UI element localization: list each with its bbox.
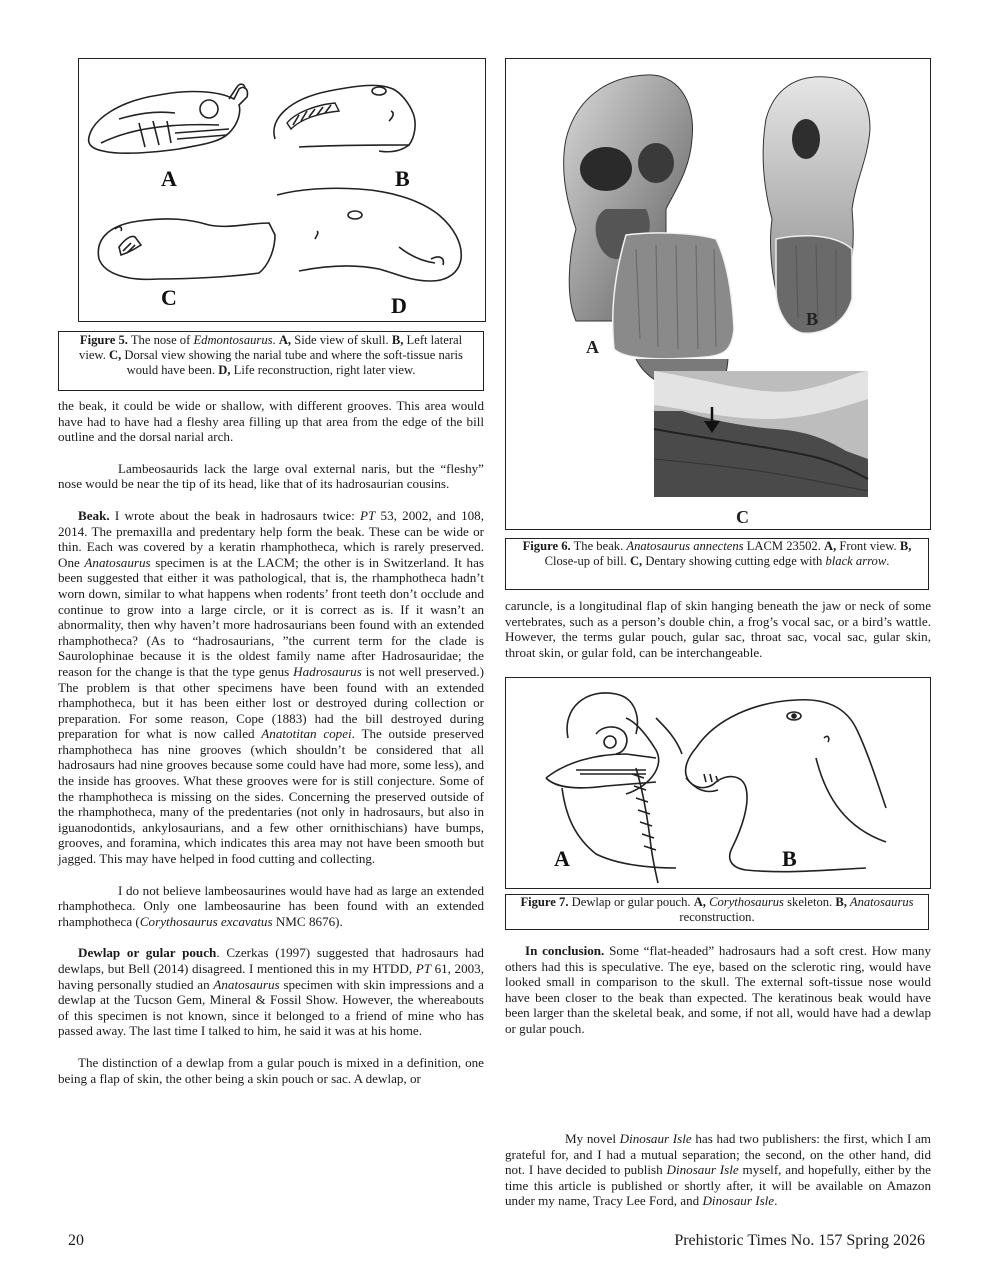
paragraph-novel (505, 1131, 931, 1209)
left-column-text (58, 398, 484, 1086)
fig5-life-reconstruction (277, 188, 461, 281)
fig5-label-c: C (161, 285, 177, 310)
dewlap-drawings (506, 678, 930, 888)
paragraph-beak (58, 508, 484, 867)
caption-taxon: Corythosaurus (705, 895, 784, 909)
caption-text: The nose of (127, 333, 194, 347)
caption-taxon: Anatosaurus annectens (626, 539, 744, 553)
text: has had two publishers: the first, which I am grateful for, and I had a mutual separation; the second, on the other hand, did not. I have decided to publish (505, 1131, 931, 1178)
figure-7-label: Figure 7. (520, 895, 569, 909)
caption-text: LACM 23502. (743, 539, 825, 553)
caption-text: Dewlap or gular pouch. (568, 895, 694, 909)
caption-text: Life reconstruction, right later view. (230, 363, 416, 377)
figure-5-label: Figure 5. (79, 333, 128, 347)
caption-text: Left lateral view. (79, 333, 463, 362)
caption-text: black arrow (825, 554, 887, 568)
fig6-label-a: A (586, 337, 599, 357)
caption-key: B, (899, 539, 912, 553)
text: PT (415, 961, 431, 976)
text: myself, and hopefully, either by the time this article is published or shortly after, it will be available on Amazon under my name, Tracy Lee Ford, and (505, 1162, 931, 1209)
text: I do not believe lambeosaurines would have had as large an extended rhamphotheca. Only one lambeosaurine has been found with an extended rhamphotheca ( (58, 882, 484, 929)
caption-key: B, (835, 895, 847, 909)
text: Dinosaur Isle (666, 1162, 739, 1178)
figure-7-image (505, 677, 931, 889)
text: Some “flat-headed” hadrosaurs had a soft crest. How many others had this is speculative. The eye, based on the sclerotic ring, would have looked small in comparison to the skull. The external soft-tissue nose would have been closer to the beak than expected. The keratinous beak would have been larger than the skeletal beak, and some, if not all, would have had a dewlap or gular pouch. (505, 943, 932, 1036)
fig7-label-b: B (782, 846, 797, 871)
page-number: 20 (68, 1232, 84, 1249)
fig6-close-up-bill (763, 77, 870, 333)
caption-key: A, (278, 333, 292, 347)
figure-5-image (78, 58, 486, 322)
caption-text: Front view. (836, 539, 900, 553)
right-column-text-upper (505, 598, 931, 660)
text: Anatosaurus (213, 976, 280, 992)
caption-text: reconstruction. (679, 910, 755, 924)
text: Anatosaurus (84, 554, 151, 570)
fig6-dentary (654, 371, 868, 497)
text: . The outside preserved rhamphotheca has nine grooves (which shouldn’t be considered that all hadrosaurs had nine grooves because some could have had more, some less), and the inside has grooves. What these grooves were for is still conjecture. Some of the rhamphotheca is missing on the sides. Concerning the preserved outside of the rhamphotheca, many of the predentaries (not only in hadrosaurs, but also in iguanodontids, ankylosaurians, and a few other ornithischians) have bumps, grooves, and foramina, which indicates this area may not have been smooth but jagged. This may have helped in food cutting and collecting. (58, 726, 484, 867)
caption-key: A, (693, 895, 706, 909)
caption-taxon: Anatosaurus (846, 895, 914, 909)
anatosaurus-beak-photos (506, 59, 930, 529)
fig6-label-b: B (806, 309, 819, 329)
fig5-dorsal-view (98, 219, 275, 279)
caption-text: . (272, 333, 279, 347)
publication-footer: Prehistoric Times No. 157 Spring 2026 (674, 1232, 925, 1249)
caption-text: The beak. (570, 539, 627, 553)
paragraph-lambeosaurids: Lambeosaurids lack the large oval external naris, but the “fleshy” nose would be near the tip of its head, like that of its hadrosaurian cousins. (58, 460, 484, 492)
right-column-conclusion (505, 943, 931, 1037)
fig5-label-a: A (161, 166, 177, 191)
text: Dinosaur Isle (619, 1131, 692, 1146)
text: My novel (565, 1131, 620, 1146)
caption-text: skeleton. (783, 895, 836, 909)
caption-text: Side view of skull. (291, 333, 392, 347)
edmontosaurus-nose-drawings (79, 59, 485, 321)
figure-5-caption (58, 331, 484, 391)
paragraph-caruncle: caruncle, is a longitudinal flap of skin hanging beneath the jaw or neck of some vertebrates, such as a person’s double chin, a frog’s vocal sac, or a bird’s wattle. However, the terms gular pouch, gular sac, throat sac, vocal sac, gular skin, throat skin, or gular fold, can be interchangeable. (505, 598, 931, 660)
text: I wrote about the beak in hadrosaurs twice: (109, 507, 360, 523)
caption-key: B, (391, 333, 404, 347)
section-heading-dewlap: Dewlap or gular pouch (78, 945, 217, 961)
text: specimen with skin impressions and a dewlap at the Tucson Gem, Mineral & Fossil Show. However, the whereabouts of this specimen is not known, since it belonged to a friend of mine who has passed away. The last time I talked to him, he said it was at his home. (58, 976, 484, 1039)
caption-key: A, (824, 539, 837, 553)
text: Corythosaurus excavatus (139, 913, 273, 929)
fig5-left-lateral-view (274, 85, 415, 151)
caption-text: . (886, 554, 890, 568)
section-heading-beak: Beak. (78, 507, 110, 523)
text: NMC 8676). (272, 913, 343, 929)
caption-text: Dentary showing cutting edge with (642, 554, 826, 568)
caption-key: D, (218, 363, 231, 377)
fig5-label-b: B (395, 166, 410, 191)
figure-7-caption (505, 894, 929, 930)
right-column-novel (505, 1131, 931, 1209)
paragraph-lambeosaurines (58, 883, 484, 930)
caption-taxon: Edmontosaurus (193, 333, 273, 347)
text: Hadrosaurus (293, 663, 362, 679)
paragraph-beak-continued: the beak, it could be wide or shallow, with different grooves. This area would have had to have had a fleshy area filling up that area from the edge of the bill outline and the dorsal narial arch. (58, 398, 484, 445)
text: is not well preserved.) The problem is that other specimens have been found with an extended rhamphotheca, but it has been either lost or destroyed during collection or preparation. For some reason, Cope (1883) had the bill destroyed during preparation for what is now called (58, 663, 484, 742)
text: specimen is at the LACM; the other is in Switzerland. It has been suggested that either it was pathological, that is, the rhamphotheca hadn’t worn down, similar to what happens when rodents’ front teeth don’t occlude and continue to grow into a large circle, or it is correct as is. If it wasn’t an abnormality, then why haven’t more hadrosaurians been found with an extended rhamphotheca? (As to “hadrosaurians, ”the current term for the clade is Saurolophinae because it is the oldest family name after Hadrosauridae; the reason for the change is that the type genus (58, 554, 484, 679)
text: Anatotitan copei (261, 726, 352, 742)
text: Dinosaur Isle (702, 1193, 775, 1209)
text: 61, 2003, having personally studied an (58, 961, 484, 992)
figure-6-image (505, 58, 931, 530)
fig7-label-a: A (554, 846, 570, 871)
fig6-label-c: C (736, 507, 749, 527)
paragraph-conclusion (505, 943, 931, 1037)
text: . Czerkas (1997) suggested that hadrosaurs had dewlaps, but Bell (2014) disagreed. I mentioned this in my HTDD, (58, 945, 484, 976)
text: PT (359, 507, 376, 523)
caption-key: C, (109, 348, 122, 362)
text: 53, 2002, and 108, 2014. The premaxilla and predentary help form the beak. These can be wide or thin. Each was covered by a keratin rhamphotheca, which is rarely preserved. One (58, 507, 484, 570)
fig5-skull-side-view (89, 84, 248, 153)
caption-key: C, (629, 554, 643, 568)
figure-6-label: Figure 6. (522, 539, 571, 553)
text: . (774, 1193, 778, 1209)
section-heading-conclusion: In conclusion. (525, 943, 605, 958)
caption-text: Dorsal view showing the narial tube and where the soft-tissue naris would have been. (121, 348, 463, 377)
paragraph-dewlap (58, 945, 484, 1039)
paragraph-dewlap-distinction: The distinction of a dewlap from a gular pouch is mixed in a definition, one being a flap of skin, the other being a skin pouch or sac. A dewlap, or (58, 1054, 484, 1086)
fig5-label-d: D (391, 293, 407, 318)
figure-6-caption (505, 538, 929, 590)
caption-text: Close-up of bill. (544, 554, 630, 568)
